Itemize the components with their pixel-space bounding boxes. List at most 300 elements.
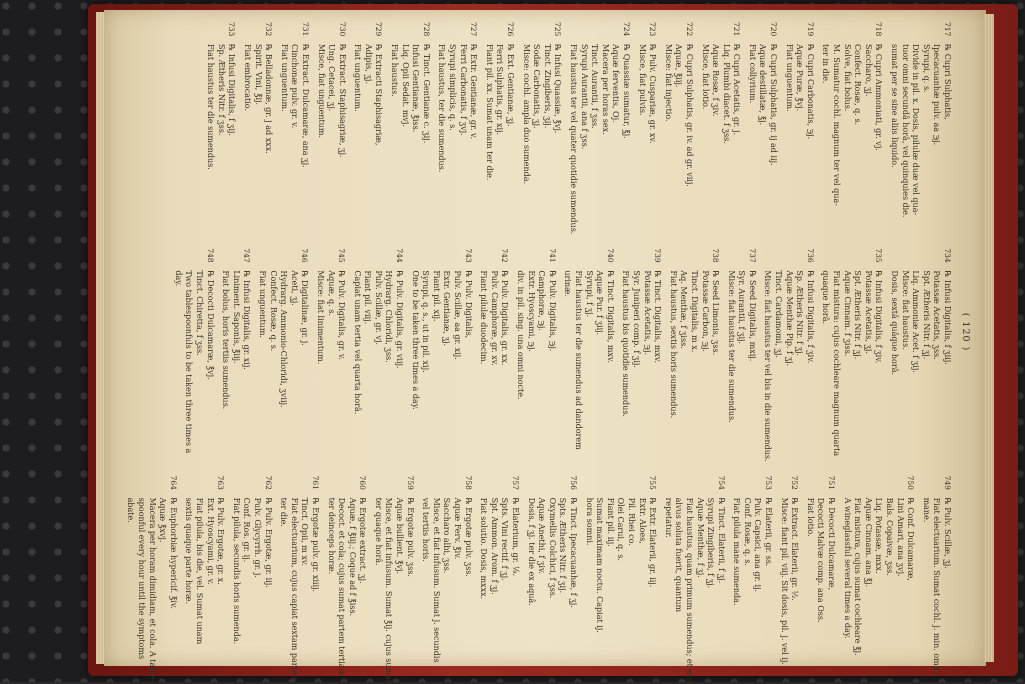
entry-first-line — [309, 476, 320, 684]
entry-number: 733 — [227, 22, 237, 37]
entry-line: Potassæ Acetatis, ʒss. — [932, 270, 942, 360]
entry-text: ℞ Extract. Elaterii, gr. ½. — [790, 497, 800, 601]
prescription-entry — [636, 22, 657, 234]
entry-line: Spt. Ætheris Nitr. f ʒj. — [921, 270, 931, 360]
prescription-entry — [820, 248, 884, 461]
prescription-entry — [841, 476, 915, 684]
entry-first-line — [552, 22, 563, 234]
entry-line: ter quaque horâ. — [373, 497, 383, 566]
entry-line: Hydrarg. Chloridi, ʒss. — [384, 270, 394, 363]
entry-line: Fiat unguentum. — [257, 270, 267, 338]
entry-line: Adipis, ʒj. — [363, 44, 373, 84]
entry-number: 745 — [337, 248, 347, 263]
entry-line: Sumat maximam noctu. Capiat ij. — [595, 497, 605, 633]
entry-number: 763 — [216, 475, 226, 490]
entry-line: Spt. Ammon. Arom. f ʒj. — [489, 497, 499, 595]
entry-first-line — [204, 248, 215, 461]
entry-first-line — [468, 22, 479, 234]
prescription-entry — [731, 476, 773, 684]
entry-number: 746 — [300, 248, 310, 263]
entry-text: ℞ Quassiæ sumatur, ℥j. — [621, 44, 631, 139]
entry-line: Aquæ Menthæ Pip. f ʒj. — [784, 270, 794, 367]
entry-line: Fiat haustus, quam primum sumendus; et nisi — [684, 497, 694, 684]
entry-line: repetatur. — [663, 497, 673, 538]
entry-text: ℞ Infusi Digitalis, f ʒiv. — [874, 270, 884, 364]
entry-line: Aquæ Pur. f ʒiij. — [595, 270, 605, 336]
prescription-entry — [567, 22, 631, 234]
entry-line: Sp. Ætheris Nitr. f ʒss. — [216, 44, 226, 136]
entry-line: Syr. Aurantii, f ʒij. — [737, 270, 747, 345]
prescription-entry — [351, 248, 404, 461]
entry-number: 764 — [168, 475, 178, 490]
entry-line: Aquæ Rosæ, f ʒiv. — [711, 44, 721, 117]
entry-line: Confect. Rosæ, q. s. — [853, 44, 863, 125]
prescription-entry — [278, 22, 310, 234]
entry-number: 734 — [943, 248, 952, 263]
entry-first-line — [499, 248, 510, 461]
prescription-entry — [920, 476, 952, 684]
entry-line: Fiat haustus. — [390, 44, 400, 97]
entry-line: Fiat bolus, horis tertiis sumendus. — [221, 270, 231, 410]
entry-line: Aquæ Anethi, f ʒiv. — [537, 497, 547, 575]
entry-number: 748 — [205, 248, 215, 263]
entry-line: Bals. Copaivæ, ʒss. — [885, 497, 895, 576]
entry-line: Fiant pil. iij. — [605, 497, 615, 547]
prescription-entry — [183, 476, 225, 684]
entry-line: Liq. Opii Sedat. mvj. — [400, 44, 410, 127]
entry-line: urinæ. — [563, 270, 573, 298]
entry-text: ℞ Tinct. Elaterii, f ʒj. — [716, 497, 726, 584]
text-column — [120, 248, 952, 461]
prescription-entry — [820, 22, 884, 234]
entry-line: Fiat haustus, sextis horis sumendus. — [668, 270, 678, 419]
prescription-entry — [620, 248, 662, 461]
entry-text: ℞ Pulv. Ergotæ, gr. x. — [216, 497, 226, 585]
entry-number: 722 — [684, 22, 694, 37]
entry-text: ℞ Pulv. Digitalis, gr. v. — [337, 270, 347, 361]
entry-line: Macera per horam dimidiam, et cola. A table- — [147, 497, 157, 683]
prescription-entry — [420, 476, 473, 684]
entry-line: Olei Carui, q. s. — [616, 497, 626, 561]
entry-number: 737 — [747, 248, 757, 263]
entry-line: quaque horâ. — [821, 270, 831, 325]
entry-first-line — [731, 22, 742, 234]
entry-number: 751 — [827, 475, 837, 490]
prescription-entry — [888, 248, 952, 461]
entry-first-line — [404, 476, 415, 684]
entry-first-line — [462, 248, 473, 461]
prescription-entry — [562, 248, 615, 461]
entry-first-line — [336, 248, 347, 461]
entry-number: 761 — [310, 475, 320, 490]
prescription-entry — [804, 476, 836, 684]
entry-text: ℞ Infusi Digitalis, f ʒiv. — [805, 270, 815, 364]
entry-line: Saccharo, ʒj. — [863, 44, 873, 97]
entry-text: ℞ Cupri Sulphatis, gr. ij ad iij. — [769, 44, 779, 166]
entry-number: 718 — [874, 22, 884, 37]
prescription-entry — [478, 248, 510, 461]
entry-first-line — [647, 476, 658, 684]
text-column — [120, 476, 952, 684]
entry-first-line — [504, 22, 515, 234]
entry-first-line — [941, 476, 952, 684]
entry-line: Aquæ Ferv. ℥iv. — [453, 497, 463, 560]
entry-line: Dosis, sextâ quâque horâ. — [890, 270, 900, 376]
entry-line: Cinchonæ pulv. gr. v. — [290, 44, 300, 129]
entry-line: mane. — [921, 497, 931, 523]
entry-first-line — [768, 22, 779, 234]
entry-first-line — [763, 476, 774, 684]
entry-text: ℞ Cupri Carbonatis, ℈j. — [805, 44, 815, 140]
entry-number: 756 — [569, 475, 578, 490]
entry-line: Aquæ destillatæ, ℥j. — [758, 44, 768, 126]
entry-line: Confect. Rosæ, q. s. — [268, 270, 278, 352]
entry-first-line — [905, 476, 916, 684]
entry-first-line — [789, 476, 800, 684]
entry-first-line — [394, 248, 405, 461]
prescription-entry — [783, 22, 815, 234]
entry-text: ℞ Elaterium, gr. ⅛. — [511, 497, 521, 577]
entry-line: Fiat haustus bis quotidie sumendus. — [621, 270, 631, 417]
entry-number: 759 — [405, 475, 415, 490]
entry-line: Liq. Plumbi diacet. f ʒss. — [721, 44, 731, 144]
entry-text: ℞ Infusi Digitalis, gr. xij. — [242, 270, 252, 370]
entry-first-line — [825, 476, 836, 684]
entry-line: Conf. Rosæ, q. s. — [742, 497, 752, 566]
entry-text: ℞ Conf. Dulcamaræ, — [906, 497, 916, 581]
entry-line: Syrupi, q. s. — [921, 44, 931, 93]
entry-number: 741 — [547, 248, 557, 263]
entry-line: Sp. Ætheris Nitr. f ʒj. — [795, 270, 805, 357]
entry-line: Extr. Hyoscyami, ℈j. — [526, 270, 536, 352]
entry-first-line — [941, 22, 952, 234]
entry-number: 731 — [300, 22, 310, 37]
prescription-entry — [256, 248, 309, 461]
entry-number: 735 — [874, 248, 884, 263]
entry-line: Potassæ Acetatis, ℈j. — [642, 270, 652, 356]
entry-line: Misce: fiat linimentum. — [315, 270, 325, 365]
entry-line: Extr. Aloes, — [637, 497, 647, 544]
entry-text: ℞ Extracti Staphisagriæ, — [374, 44, 384, 146]
entry-line: Pil. Rhei co. — [626, 497, 636, 546]
entry-number: 747 — [242, 248, 252, 263]
entry-line: Misce: fiat haustus ter die sumendus. — [726, 270, 736, 423]
entry-line: Saccharo albi, ʒss. — [442, 497, 452, 574]
entry-line: Spirit. Vini, ℥ij. — [253, 44, 263, 106]
entry-line: Fiat haustus, ter die sumendus. — [437, 44, 447, 173]
entry-text: ℞ Extr. Gentianæ, gr. v. — [469, 44, 479, 140]
entry-first-line — [546, 248, 557, 461]
entry-line: Misce: fiat injectio. — [663, 44, 673, 122]
entry-line: Tinct. Cardamomi, ʒj. — [774, 270, 784, 358]
entry-text: ℞ Infusi Digitalis, f ʒij. — [227, 44, 237, 136]
entry-line: sumat per se sine aliis liquido. — [890, 44, 900, 168]
entry-text: ℞ Tinct. Digitalis, mxv. — [605, 270, 615, 364]
entry-first-line — [215, 476, 226, 684]
entry-line: Pulv. Scillæ, gr. vj. — [373, 270, 383, 346]
entry-line: ter deinceps horæ. — [326, 497, 336, 575]
entry-number: 717 — [943, 22, 952, 37]
entry-line: Pulv. Camphoræ, gr. xv. — [489, 270, 499, 366]
prescription-entry — [278, 476, 320, 684]
entry-number: 726 — [506, 22, 516, 37]
entry-line: Oxymellis Colchici, f ʒss. — [547, 497, 557, 599]
entry-line: Aquæ Menthæ, f ʒj. — [695, 497, 705, 578]
entry-line: Decoct. et cola; cujus sumat partem tertiam — [337, 497, 347, 677]
entry-number: 736 — [805, 248, 815, 263]
entry-line: Divide in pil. x. Dosis, pilulæ duæ vel qua- — [911, 44, 921, 216]
entry-first-line — [804, 248, 815, 461]
entry-text: ℞ Euphorbiæ hypericif. ℥iv. — [168, 497, 178, 609]
entry-line: Fiant pil. viij. — [363, 270, 373, 325]
entry-number: 740 — [605, 248, 615, 263]
entry-line: Misce, fiat lotio. — [700, 44, 710, 110]
entry-number: 757 — [511, 475, 521, 490]
entry-number: 762 — [263, 475, 273, 490]
entry-text: ℞ Cupri Acetatis, gr. j. — [732, 44, 742, 136]
entry-text: ℞ Elaterii, gr. ss. — [764, 497, 774, 567]
entry-line: tuor omni secundâ horâ, vel quinquies die. — [900, 44, 910, 218]
entry-line: Spts. Vini rectif. f ʒj. — [500, 497, 510, 581]
text-columns — [120, 22, 952, 684]
entry-line: Decocti Malvæ comp. ana Oss. — [816, 497, 826, 623]
entry-text: ℞ Pulv. Digitalis, gr. viij. — [395, 270, 405, 369]
entry-text: ℞ Pulv. Digitalis, — [463, 270, 473, 339]
entry-number: 755 — [648, 475, 658, 490]
entry-line: spoonful every hour until the symptoms — [137, 497, 147, 660]
entry-text: ℞ Tinct. Digitalis, mxv. — [653, 270, 663, 364]
entry-line: div. in pil. sing. una omni nocte. — [516, 270, 526, 400]
entry-number: 732 — [264, 22, 274, 37]
entry-line: Ung. Cetacei, ʒj. — [327, 44, 337, 112]
entry-line: sextis quaque parte horæ. — [184, 497, 194, 605]
entry-line: Misce, et fiat infusum. Sumat j. secundis — [431, 497, 441, 663]
entry-line: ter die. — [279, 497, 289, 527]
entry-line: Fiat mistura: cujus cochleare magnum quarta — [832, 270, 842, 457]
prescription-entry — [583, 476, 657, 684]
entry-number: 719 — [805, 22, 815, 37]
entry-text: ℞ Ergotæ extract. ʒj. — [358, 497, 368, 584]
prescription-entry — [409, 248, 473, 461]
entry-line: abate. — [126, 497, 136, 523]
entry-number: 749 — [943, 475, 952, 490]
entry-line: Potassæ Carbon, ℈j. — [700, 270, 710, 352]
entry-number: 727 — [469, 22, 479, 37]
entry-line: Misce: fiant pil. viij. Sit dosis, pil. j. vel ij. — [779, 497, 789, 665]
entry-text: ℞ Ergotæ pulv. ʒss. — [463, 497, 473, 577]
entry-text: ℞ Belladonnæ, gr. j ad xxx. — [264, 44, 274, 154]
prescription-entry — [778, 476, 799, 684]
entry-first-line — [373, 22, 384, 234]
prescription-entry — [436, 22, 478, 234]
entry-first-line — [715, 476, 726, 684]
entry-text: ℞ Tinct. Gentianæ c. ʒij. — [421, 44, 431, 144]
entry-line: Ferri Sulphatis, gr. xij. — [495, 44, 505, 136]
entry-text: ℞ Ext. Gentianæ, ʒj. — [506, 44, 516, 127]
entry-text: ℞ Pulv. Digitalis, ℈j. — [547, 270, 557, 352]
prescription-entry — [389, 22, 431, 234]
entry-number: 744 — [395, 248, 405, 263]
entry-text: ℞ Pulv. Ergotæ, gr. iij. — [263, 497, 273, 588]
entry-number: 728 — [421, 22, 431, 37]
entry-line: Tinct. Aurantii, f ʒss. — [590, 44, 600, 129]
entry-first-line — [299, 22, 310, 234]
prescription-entry — [520, 22, 562, 234]
entry-line: Aquæ ℥xvj. — [158, 497, 168, 543]
entry-line: Tinct. Digitalis, m x. — [689, 270, 699, 353]
entry-number: 742 — [500, 248, 510, 263]
page-text-block — [126, 22, 971, 684]
entry-line: Aquæ, q. s. — [326, 270, 336, 316]
text-column — [120, 22, 952, 234]
entry-number: 730 — [337, 22, 347, 37]
entry-line: Extr. Gentianæ, ʒj. — [442, 270, 452, 347]
prescription-entry — [888, 22, 952, 234]
prescription-entry — [478, 476, 520, 684]
entry-number: 739 — [653, 248, 663, 263]
entry-line: Fiat pilula, bis die, vel. Sumat unam — [195, 497, 204, 645]
entry-text: ℞ Ergotæ pulv. ʒss. — [405, 497, 415, 577]
entry-text: ℞ Pulv. Scillæ, ʒj. — [943, 497, 952, 569]
entry-text: ℞ Seed Limonis, ʒss. — [711, 270, 721, 356]
entry-text: ℞ Cupri Sulphatis, — [943, 44, 952, 120]
entry-line: Fiant pil. xij. — [431, 270, 441, 322]
entry-number: 753 — [764, 475, 774, 490]
entry-line: Fiat haustus ter vel quater quotidie sumendus. — [569, 44, 578, 235]
entry-first-line — [226, 22, 237, 234]
entry-line: Fiat lotio. — [805, 497, 815, 537]
entry-first-line — [509, 476, 520, 684]
entry-text: ℞ Extract. Dulcamaræ, ana ʒj. — [300, 44, 310, 168]
entry-text: ℞ Infusi Digitalis, f ʒiij. — [943, 270, 952, 365]
entry-line: Fiant pilulæ duodecim. — [479, 270, 489, 365]
entry-line: Tinct. Opii, m xv. — [300, 497, 310, 567]
entry-first-line — [941, 248, 952, 461]
entry-line: Syrupi, q. s., ut in pil. xij. — [421, 270, 431, 373]
entry-line: Fiant pil. xx. Sumat unam ter die. — [484, 44, 494, 181]
entry-number: 729 — [374, 22, 384, 37]
prescription-entry — [746, 22, 778, 234]
page-number: ( 120 ) — [960, 312, 971, 352]
entry-line: Solve, fiat bolus. — [842, 44, 852, 112]
prescription-entry — [699, 22, 741, 234]
entry-line: Pulv. Capsici, ana gr. ij. — [753, 497, 763, 593]
entry-first-line — [746, 248, 757, 461]
entry-line: Fiat embrocatio. — [242, 44, 252, 111]
entry-line: Ipecacuanhæ pulv. aa ℈j. — [932, 44, 942, 146]
entry-line: Aquæ ferventis, Oj. — [611, 44, 621, 123]
prescription-entry — [372, 476, 414, 684]
entry-line: Aceti, ʒj. — [289, 270, 299, 306]
prescription-entry — [483, 22, 515, 234]
entry-line: Lini Amari, ana ʒvj. — [895, 497, 905, 577]
entry-line: Liq. Ammoniæ Acet. f ʒij. — [911, 270, 921, 373]
entry-line: ter in die. — [821, 44, 831, 84]
entry-text: ℞ Extract. Staphisagriæ, ʒj. — [337, 44, 347, 158]
entry-line: Spts. Ætheris Nitr. f ʒij. — [558, 497, 568, 594]
entry-line: hora somni. — [584, 497, 594, 546]
entry-text: ℞ Decocti Dulcamaræ, — [827, 497, 837, 591]
entry-line: Syrupi simplicis, q. s. — [448, 44, 458, 131]
entry-line: Aq. Menthæ, f ʒiss. — [679, 270, 689, 349]
entry-line: Fiat unguentum. — [353, 44, 363, 112]
entry-first-line — [710, 248, 721, 461]
entry-line: Fiat pilula, secundis horis sumenda. — [231, 497, 241, 645]
entry-line: Fiat electuarium, cujus capiat sextam partem — [289, 497, 299, 683]
prescription-entry — [662, 476, 726, 684]
entry-number: 752 — [790, 475, 800, 490]
entry-text: ℞ Infusi Quassiæ, ℥vj. — [553, 44, 563, 134]
entry-first-line — [167, 476, 178, 684]
entry-line: Liniment. Saponis, ℥iij. — [231, 270, 241, 364]
entry-line: Syrupi, f ʒj. — [584, 270, 594, 318]
entry-line: Tinct. Chiretta, f ʒss. — [195, 270, 204, 356]
entry-line: Aquæ, f ℥iij.; Coque ad f ℥iss. — [347, 497, 357, 617]
entry-line: Aquæ Puræ, ℥vj. — [795, 44, 805, 112]
entry-first-line — [652, 248, 663, 461]
entry-line: A wineglassful several times a day. — [842, 497, 852, 639]
entry-first-line — [620, 22, 631, 234]
entry-first-line — [567, 476, 578, 684]
entry-line: Fiat pilula mane sumenda. — [732, 497, 742, 606]
prescription-entry — [662, 22, 694, 234]
entry-text: ℞ Seed Digitalis, mxij. — [747, 270, 757, 362]
entry-line: Liq. Potassæ, mxx. — [874, 497, 884, 574]
entry-line: Pulv. Scillæ, aa gr. xij. — [453, 270, 463, 360]
entry-number: 725 — [553, 22, 563, 37]
entry-line: Fiat unguentum. — [279, 44, 289, 112]
entry-number: 750 — [906, 475, 916, 490]
entry-number: 724 — [621, 22, 631, 37]
entry-line: Capiat unam tertia vel quarta horâ. — [352, 270, 362, 415]
entry-text: ℞ Tinct. Ipecacuanhæ, f ʒj. — [569, 497, 578, 608]
entry-line: Aquæ, ℥iij. — [674, 44, 684, 88]
entry-line: Fiat unguentum. — [784, 44, 794, 112]
prescription-entry — [667, 248, 720, 461]
entry-number: 758 — [463, 475, 473, 490]
entry-line: Sodæ Carbonatis, ʒj. — [532, 44, 542, 129]
prescription-entry — [525, 476, 578, 684]
entry-first-line — [299, 248, 310, 461]
entry-line: Misce: fiat haustus ter vel bis in die sumendus. — [763, 270, 773, 462]
prescription-entry — [314, 248, 346, 461]
entry-number: 723 — [648, 22, 658, 37]
entry-line: Fiat collyrium. — [747, 44, 757, 104]
entry-first-line — [604, 248, 615, 461]
entry-first-line — [873, 22, 884, 234]
entry-line: alvus soluta fuerit, quantum — [674, 497, 684, 613]
entry-line: Fiat solutio. Dosis, mxxx. — [479, 497, 489, 600]
entry-line: Aquæ bullient. ℥vj. — [395, 497, 405, 574]
entry-line: Fiat mistura, cujus sumat cochleare ℥j. — [853, 497, 863, 656]
entry-line: Aquæ Cinnam. ana ℥j. — [863, 497, 873, 587]
prescription-entry — [241, 22, 273, 234]
entry-line: Ferri Carbonatis, f ʒvj. — [458, 44, 468, 136]
entry-line: One to be taken three times a day. — [410, 270, 420, 410]
entry-line: Syrupi Aurantii, ana f ʒss. — [579, 44, 589, 150]
entry-line: Syrupi Zingiberis, f ʒj. — [706, 497, 716, 589]
entry-line: Fiat electuarium. Sumat cochl. j. min. omni — [932, 497, 942, 674]
entry-text: ℞ Decocti Dulcamaræ, ℥vj. — [205, 270, 215, 380]
entry-line: Aquæ Cinnam. f ʒiss. — [842, 270, 852, 357]
entry-line: M. Sumatur cochl. magnum ter vel qua- — [832, 44, 842, 206]
entry-text: ℞ Cupri Sulphatis, gr. iv. ad gr. viij. — [684, 44, 694, 187]
entry-first-line — [804, 22, 815, 234]
entry-line: Misce, fiat unguentum. — [316, 44, 326, 138]
entry-line: vel tertiis horis. — [421, 497, 431, 562]
entry-first-line — [263, 22, 274, 234]
entry-text: ℞ Pulv. Cuspariæ, gr. xv. — [648, 44, 658, 144]
